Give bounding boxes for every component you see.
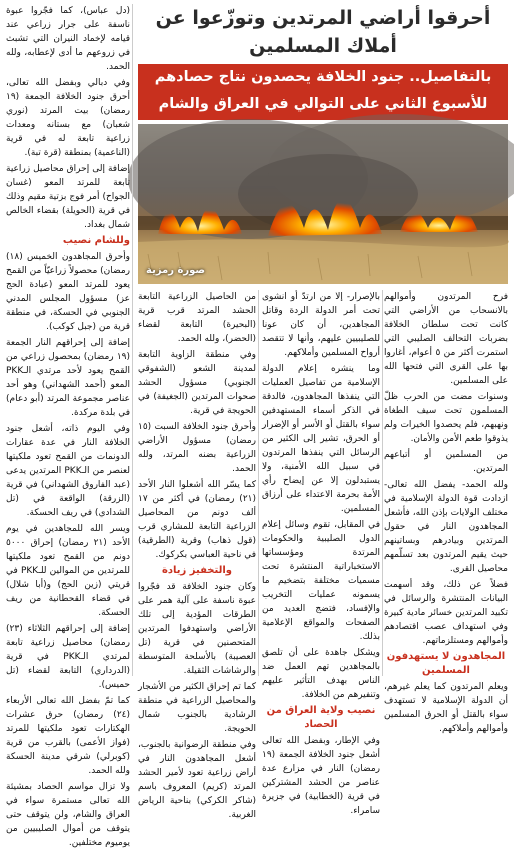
burning-field-image [138, 124, 508, 284]
paragraph: فضلاً عن ذلك، وقد أسهمت البيانات المنتشرة والرسائل في تكبيد المرتدين خسائر مادية كبيرة وفي استهداف عصب اقتصادهم وأموالهم ومستلزماتهم. [384, 580, 508, 646]
paragraph: في المقابل، تقوم وسائل إعلام الدول الصليبية والحكومات المرتدة ومؤسساتها الاستخباراتية المنتشرة تحت مسميات مختلفة بتضخيم ما يسمونه عمليات التخريب والإفساد، فتضج العديد من الصفحات والمواقع الإعلامية بذلك. [262, 520, 380, 642]
paragraph: وفي منطقة الزاوية التابعة لمدينة الشعو (الشفوقي الجنوبي) مسؤول الحشد صحوات المرتدين (الجغيفة) في الحويجة في قرية. [138, 350, 256, 416]
paragraph: وفي اليوم ذاته، أشعل جنود الخلافة النار في عدة عقارات الدونمات من القمح تعود ملكيتها لعنصر من الـPKK المرتدين يدعى (عبد الفاروق الشهداني) في قرية (الزرقة) الواقعة في (تل الشدادي) في ريف الحسكة. [6, 424, 130, 518]
article-column-1 [384, 290, 508, 734]
section-heading: وللشام نصيب [62, 235, 130, 246]
photo-caption: صورة رمزية [146, 265, 206, 276]
column-divider [258, 290, 259, 676]
paragraph: وسنوات مضت من الحرب ظلّ المسلمون تحت سيف الطغاة ونهبهم، فلم يحصدوا الخيرات ولم يذوقوا طعم الأمن والأمان. [384, 392, 508, 444]
paragraph: إضافة إلى إحراقهم النار الجمعة (١٩ رمضان) بمحصول زراعي من القمح يعود لأحد مرتدي الـPKK المعو (أحمد الشهداني) وهو أحد عناصر مجموعة المرتد (أبو دعام) في بلدة مركدة. [6, 338, 130, 418]
paragraph: كما تمّ بفضل الله تعالى الأربعاء (٢٤) رمضان) حرق عشرات الهكتارات تعود ملكيتها للمرتد (فواز الأعمى) بالقرب من قرية (كوبرلي) شرقي مدينة الحسكة ولله الحمد. [6, 696, 130, 776]
article-column-2 [262, 290, 380, 816]
section-heading: والتخفيز زيادة [162, 565, 232, 576]
paragraph: وما ينشره إعلام الدولة الإسلامية من تفاصيل العمليات التي ينفذها المجاهدون، فالدقة في الذكر أسماء المستهدفين سواء بالقتل أو الأسر أو الإضرار أو الحرق، تشير إلى الكثير من الرسائل التي ينفذها المرتدون في سبيل الله الأمنية، ولا يستبدلون إلا عن إيضاح رأي الأمة بحرمة الاعتداء على أرزاق المسلمين. [262, 364, 380, 514]
article-column-4 [6, 4, 131, 848]
paragraph: إضافة إلى إحراقهم الثلاثاء (٢٣) رمضان) محاصيل زراعية تابعة لمرتدي الـPKK في قرية (الدرداري) التابعة لقضاء (تل حميس). [6, 624, 130, 690]
paragraph: وأحرق المجاهدون الخميس (١٨) رمضان) محصولاً زراعيّاً من القمح يعود للمرتد المعو (عبادة الحج عز) مسؤول المجلس المدني الجنوبي في الحسكة، في منطقة قرية من (جبل كوكب). [6, 252, 130, 332]
paragraph: وكان جنود الخلافة قد فجّروا عبوة ناسفة على آلية همر على الطرقات المؤدية إلى تلك الأراضي واستهدفوا المرتدين المتحصنين في قرية (تل العصيبة) بالأسلحة المتوسطة والرشاشات الثقيلة. [138, 582, 256, 676]
column-divider [132, 4, 133, 676]
paragraph: بالإصرار- إلا من ارتدّ أو انشوى تحت أمر الدولة الردة وقاتل المجاهدين، أن كان عونا للصليبيين عليهم، وأنها لا تتقصد أرواح المسلمين وأملاكهم. [262, 292, 380, 358]
section-heading: نصيب ولاية العراق من الحصاد [266, 705, 376, 730]
paragraph: وفي منطقة الرضوانية بالجنوب، أشعل المجاهدون النار في أراض زراعية تعود لأمير الحشد المرتد (كريم) المعروف باسم (شاكر الكركي) بناحية الرياض الغربية. [138, 740, 256, 820]
section-heading: المجاهدون لا يستهدفون المسلمين [386, 651, 506, 676]
paragraph: من الحاصيل الزراعية التابعة الحشد المرتد قرب قرية (البحيرة) التابعة لقضاء (الحضر)، ولله الحمد. [138, 292, 256, 344]
paragraph: وفي الإطار، وبفضل الله تعالى أشعل جنود الخلافة الجمعة (١٩ رمضان) النار في مزارع عدة عناصر من الحشد المشتركين في قرية (الخطابية) في جزيرة سامراء. [262, 736, 380, 816]
paragraph: ويعلم المرتدون كما يعلم غيرهم، أن الدولة الإسلامية لا تستهدف سواء بالقتل أو الحرق المسلمين وأموالهم وأملاكهم. [384, 682, 508, 734]
column-divider [382, 290, 383, 676]
article-column-3 [138, 290, 256, 820]
paragraph: وأحرق جنود الخلافة السبت (١٥ رمضان) مسؤول الأراضي الزراعية بضنه المرتد، ولله الحمد. [138, 422, 256, 474]
article-photo [138, 124, 508, 284]
article-headline: أحرقوا أراضي المرتدين وتوزّعوا عن أملاك المسلمين [155, 7, 491, 57]
paragraph: إضافة إلى إحراق محاصيل زراعية تابعة للمرتد المعو (غسان الجواح) أمر فوج بزتية مقيم وذلك في قرية (الحويلة) بقضاء الخالص شمال بغداد. [6, 164, 130, 230]
paragraph: ويشكل جاهدة على أن تلصق بالمجاهدين تهم العمل ضد الناس بهدف التأثير عليهم وتنفيرهم من الخلافة. [262, 648, 380, 700]
paragraph: (دل عباس)، كما فجّروا عبوة ناسفة على جرار زراعي عند قيامه لإخماد النيران التي تشبث في زروعهم ما أدى لإعطابه، ولله الحمد. [6, 6, 130, 72]
paragraph: كما تم إحراق الكثير من الأشجار والمحاصيل الزراعية في منطقة الرشادية بالجنوب شمال الحويجة. [138, 682, 256, 734]
paragraph: ولا تزال مواسم الحصاد بمشيئة الله تعالى مستمرة سواء في العراق والشام، ولن يتوقف حتى يتوقف من أموال الصليبيين من يوميوم مختلفين. [6, 782, 130, 848]
paragraph: من المسلمين أو أتباعهم المرتدين. [384, 450, 508, 474]
paragraph: وفي دبالي وبفضل الله تعالى، أحرق جنود الخلافة الجمعة (١٩ رمضان) بيت المرتد (نوري شعبان) مع بستانه ومعدات زراعية تابعة له في قرية (الناعمية) بمنطقة (قرة تبة). [6, 78, 130, 158]
paragraph: كما يسّر الله أشعلوا النار الأحد (٢١) رمضان) في أكثر من ١٧ ألف دونم من المحاصيل الزراعية التابعة للمشاري قرب (قول ذهاب) وقرية (الطرقية) في ناحية العباسي بكركوك. [138, 480, 256, 560]
article-subheadline-banner: بالتفاصيل.. جنود الخلافة يحصدون نتاج حصادهم للأسبوع الثاني على التوالي في العراق والشام [138, 64, 508, 120]
paragraph: فرح المرتدون وأموالهم بالانسحاب من الأراضي التي كانت تحت سلطان الخلافة بضربات التحالف الصليبي التي استمرت أكثر من ٥ أعوام، أغاروا بها على القرى التي فتحها الله على المسلمين. [384, 292, 508, 386]
paragraph: ويسر الله للمجاهدين في يوم الأحد (٢١ رمضان) إحراق ٥٠٠٠ دونم من القمح تعود ملكيتها للمرتدين من الموالين للـPKK في قريتي (زين الحج) و(أبا شلال) في قضاء القحطانية من ريف الحسكة. [6, 524, 131, 618]
paragraph: ولله الحمد- يفضل الله تعالى- ازدادت قوة الدولة الإسلامية في مختلف الولايات بإذن الله، فأشعل المجاهدون النار في حقول المرتدين وبيادرهم وبساتينهم حيث يقيم المرتدون بعد تسلّمهم محاصيل القرى. [384, 480, 508, 574]
